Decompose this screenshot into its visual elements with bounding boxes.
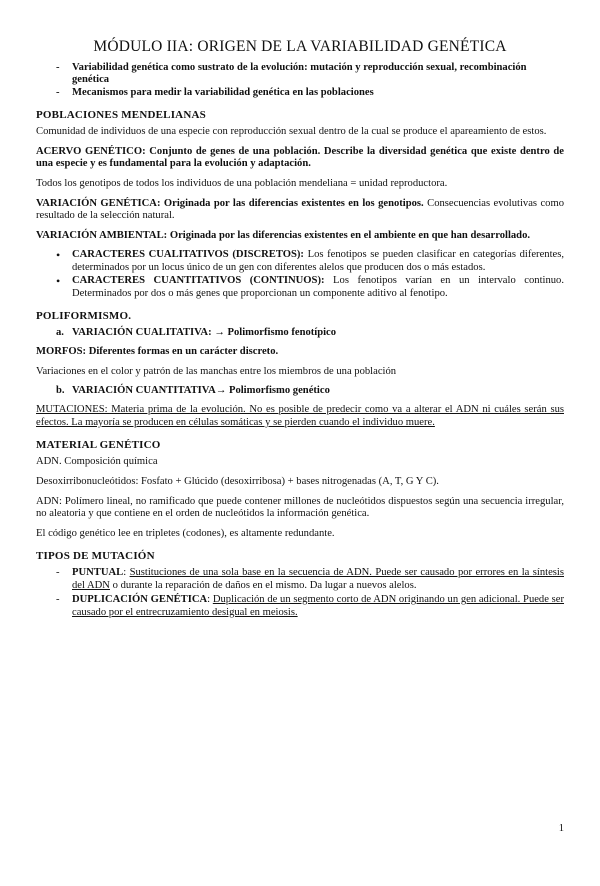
acervo-text: Conjunto de genes de una población. Describe la diversidad genética que existe dentro de una especie y es fundamental para la evolución y adaptación. <box>36 145 564 170</box>
page-title: MÓDULO IIA: ORIGEN DE LA VARIABILIDAD GENÉTICA <box>93 38 507 55</box>
adn-composicion: ADN. Composición química <box>36 456 158 468</box>
mutaciones-text: MUTACIONES: Materia prima de la evolución. No es posible de predecir como va a alterar el ADN ni cuáles serán sus efectos. La mayoría se producen en células somáticas y se pierden cuando el individuo muere. <box>36 404 564 428</box>
section-heading-material: MATERIAL GENÉTICO <box>36 439 161 452</box>
variaciones-text: Variaciones en el color y patrón de las manchas entre los miembros de una población <box>36 365 397 377</box>
variacion-ambiental-text: Originada por las diferencias existentes en el ambiente en que han desarrollado. <box>169 229 531 241</box>
intro-list <box>36 62 564 99</box>
document-page <box>0 38 600 886</box>
list-item <box>36 275 564 300</box>
variacion-genetica-label: VARIACIÓN GENÉTICA: <box>36 197 161 209</box>
item-text: VARIACIÓN CUALITATIVA: → Polimorfismo fenotípico <box>72 327 337 338</box>
mutacion-label: DUPLICACIÓN GENÉTICA <box>72 594 208 606</box>
variacion-genetica-paragraph <box>36 198 564 223</box>
genotipos-text: Todos los genotipos de todos los individuos de una población mendeliana = unidad reproductora. <box>36 178 448 189</box>
list-item: - PUNTUAL: Sustituciones de una sola base en la secuencia de ADN. Puede ser causado por errores en la síntesis del ADN o durante la reparación de daños en el mismo. Da lugar a nuevos alelos. <box>36 567 564 592</box>
caracter-label: CARACTERES CUALITATIVOS (DISCRETOS): <box>72 249 304 261</box>
variacion-cuantitativa-item <box>56 385 564 396</box>
section-heading-poblaciones: POBLACIONES MENDELIANAS <box>36 109 206 122</box>
item-letter: a. <box>56 327 64 338</box>
poblaciones-text: Comunidad de individuos de una especie con reproducción sexual dentro de la cual se produce el apareamiento de estos. <box>36 126 547 138</box>
codigo-genetico-text: El código genético lee en tripletes (codones), es altamente redundante. <box>36 527 335 539</box>
caracteres-list <box>36 249 564 300</box>
list-item <box>36 249 564 274</box>
item-letter: b. <box>56 385 65 397</box>
item-text: VARIACIÓN CUANTITATIVA→ Polimorfismo genético <box>72 385 330 397</box>
tipos-list <box>36 567 564 619</box>
caracter-text: Los fenotipos varían en un intervalo continuo. Determinados por dos o más genes que proporcionan un componente aditivo al fenotipo. <box>72 275 564 299</box>
morfos-text: Diferentes formas en un carácter discreto. <box>88 346 279 357</box>
variacion-cualitativa-item <box>56 327 564 338</box>
mutacion-label: PUNTUAL <box>72 567 124 579</box>
desoxirribonucleotidos-text: Desoxirribonucleótidos: Fosfato + Glúcido (desoxirribosa) + bases nitrogenadas (A, T, G Y C). <box>36 475 439 487</box>
variacion-ambiental-label: VARIACIÓN AMBIENTAL: <box>36 229 168 241</box>
morfos-paragraph <box>36 346 564 359</box>
page-number: 1 <box>558 823 564 834</box>
list-item: - DUPLICACIÓN GENÉTICA: Duplicación de un segmento corto de ADN originando un gen adicional. Puede ser causado por el entrecruzamiento desigual en meiosis. <box>36 594 564 619</box>
variacion-genetica-bold: Originada por las diferencias existentes en los genotipos. <box>163 197 424 209</box>
variacion-genetica-text: Consecuencias evolutivas como resultado de la selección natural. <box>36 197 564 222</box>
intro-item: - Mecanismos para medir la variabilidad genética en las poblaciones <box>36 87 564 99</box>
acervo-label: ACERVO GENÉTICO: <box>36 145 146 157</box>
morfos-label: MORFOS: <box>36 346 87 357</box>
acervo-paragraph <box>36 146 564 171</box>
section-heading-poliformismo: POLIFORMISMO. <box>36 310 132 322</box>
mutacion-rest: o durante la reparación de daños en el mismo. Da lugar a nuevos alelos. <box>109 579 417 591</box>
adn-definition: ADN: Polímero lineal, no ramificado que puede contener millones de nucleótidos dispuestos según una secuencia irregular, no aleatoria y que contiene en el orden de nucleótidos la información genética. <box>36 495 564 520</box>
intro-item: - Variabilidad genética como sustrato de la evolución: mutación y reproducción sexual, recombinación genética <box>36 62 564 87</box>
mutacion-underlined: Duplicación de un segmento corto de ADN originando un gen adicional. Puede ser causado por el entrecruzamiento desigual en meiosis. <box>72 594 565 618</box>
variacion-ambiental-paragraph <box>36 230 564 243</box>
caracter-label: CARACTERES CUANTITATIVOS (CONTINUOS): <box>72 275 325 287</box>
mutacion-underlined: Sustituciones de una sola base en la secuencia de ADN. Puede ser causado por errores en la síntesis del ADN <box>72 567 564 591</box>
section-heading-tipos: TIPOS DE MUTACIÓN <box>36 550 155 563</box>
caracter-text: Los fenotipos se pueden clasificar en categorías diferentes, determinados por un locus único de un gen con diferentes alelos que producen dos o más estados. <box>72 249 565 273</box>
